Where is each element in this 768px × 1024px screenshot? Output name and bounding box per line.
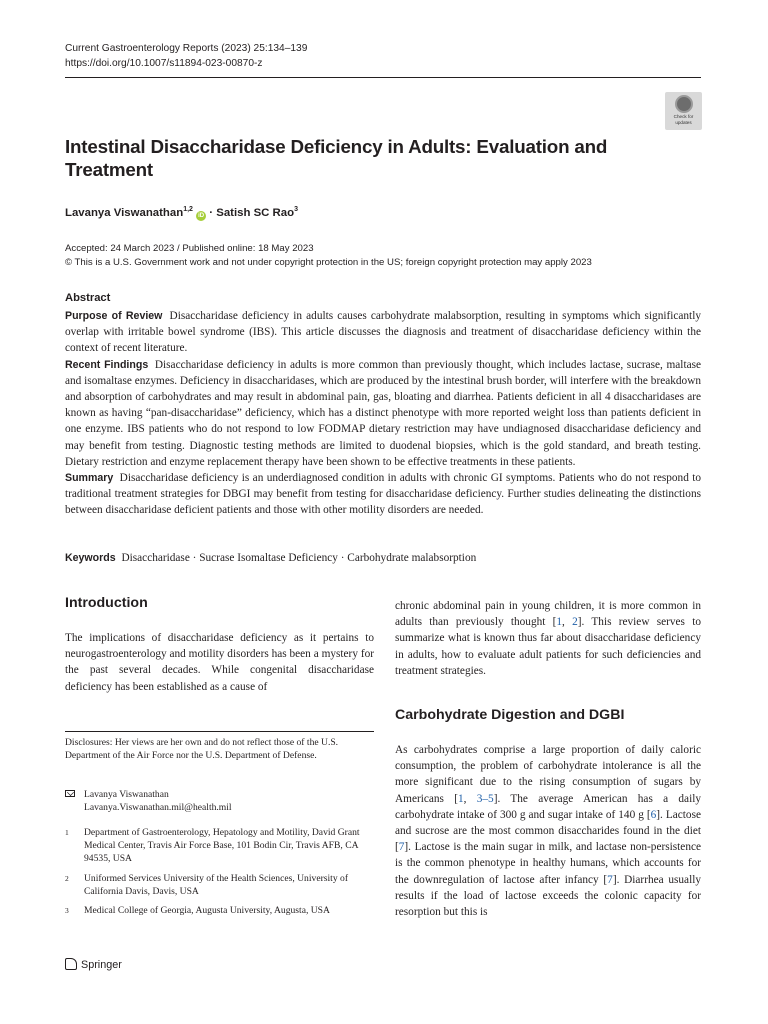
author-separator: · xyxy=(206,206,217,219)
body-paragraph xyxy=(395,742,701,920)
journal-header xyxy=(65,41,307,71)
affiliation-number: 1 xyxy=(65,828,69,837)
affiliation-text: Uniformed Services University of the Health Sciences, University of California Davis, Davis, USA xyxy=(84,873,349,898)
text-run: ]. Lactose and sucrose are the most common disaccharides found in the diet [ xyxy=(395,808,701,854)
abstract-purpose-text: Disaccharidase deficiency in adults causes carbohydrate malabsorption, resulting in symptoms which significantly overlap with irritable bowel syndrome (IBS). This article discusses the diagnosis and treatment of disaccharidase deficiency within the context of recent literature. xyxy=(65,310,701,355)
affiliation-item xyxy=(65,826,365,866)
footnote-rule xyxy=(65,731,374,732)
text-run: ]. Diarrhea usually results if the load of lactose exceeds the colonic capacity for resorption but this is xyxy=(395,873,701,919)
abstract-summary xyxy=(65,470,701,519)
affiliation-number: 3 xyxy=(65,906,69,915)
introduction-paragraph: The implications of disaccharidase deficiency as it pertains to neurogastroenterology and motility disorders has been a mystery for the past several decades. While congenital disaccharidase deficiency has been established as a cause of xyxy=(65,632,374,693)
springer-horse-icon xyxy=(65,958,77,970)
abstract-heading: Abstract xyxy=(65,292,111,304)
text-run: , xyxy=(463,792,477,805)
citation-link[interactable]: 6 xyxy=(650,808,657,821)
abstract-findings-text: Disaccharidase deficiency in adults is more common than previously thought, which includes lactase, sucrase, maltase and isomaltase enzymes. Deficiency in disaccharidases, which are produced by the intestinal brush border, will interfere with the breakdown and absorption of carbohydrates and may result in abdominal pain, gas, bloating and diarrhea. Patients deficient in all 4 disaccharidases are known as having “pan-disaccharidase” deficiency, which has a distinct phenotype with more reported weight loss than patients deficient in one enzyme. IBS patients who do not respond to low FODMAP dietary restriction may have undiagnosed disaccharidase deficiency and may benefit from testing. Diagnostic testing methods are limited to duodenal biopsies, which is the gold standard, and breath testing. Dietary restriction and enzyme replacement therapy have been shown to be effective treatments in these patients. xyxy=(65,358,702,468)
abstract-purpose-label: Purpose of Review xyxy=(65,310,163,322)
journal-citation: Current Gastroenterology Reports (2023) 25:134–139 xyxy=(65,43,308,54)
author-name[interactable]: Lavanya Viswanathan xyxy=(65,206,184,219)
section-heading: Carbohydrate Digestion and DGBI xyxy=(395,707,625,723)
abstract-summary-label: Summary xyxy=(65,472,114,485)
copyright-line: © This is a U.S. Government work and not under copyright protection in the US; foreign copyright protection may apply 2023 xyxy=(65,256,592,268)
abstract-findings-label: Recent Findings xyxy=(65,358,149,371)
text-run: , xyxy=(562,616,573,629)
text-run: ]. The average American has a daily carbohydrate intake of 300 g and sugar intake of 140 g [ xyxy=(395,792,701,821)
author-affiliation-sup: 1,2 xyxy=(183,206,193,213)
citation-link[interactable]: 1 xyxy=(556,616,563,629)
citation-link[interactable]: 3–5 xyxy=(476,792,494,805)
author-affiliation-sup: 3 xyxy=(294,206,298,213)
badge-label-1: Check for xyxy=(673,114,694,119)
affiliation-item xyxy=(65,904,365,917)
abstract-body xyxy=(65,308,701,519)
contact-name: Lavanya Viswanathan xyxy=(84,789,169,800)
corresponding-author xyxy=(65,788,365,814)
citation-link[interactable]: 1 xyxy=(457,792,464,805)
contact-email[interactable]: Lavanya.Viswanathan.mil@health.mil xyxy=(84,802,232,814)
affiliation-text: Medical College of Georgia, Augusta University, Augusta, USA xyxy=(84,905,330,916)
check-for-updates-icon xyxy=(675,95,693,113)
affiliation-number: 2 xyxy=(65,874,69,883)
body-paragraph xyxy=(395,598,701,679)
keywords-text: Disaccharidase · Sucrase Isomaltase Deficiency · Carbohydrate malabsorption xyxy=(121,552,477,564)
envelope-icon xyxy=(65,790,75,797)
keywords-label: Keywords xyxy=(65,552,116,564)
text-run: ]. This review serves to summarize what is known thus far about disaccharidase deficiency in adults, how to evaluate adult patients for such deficiencies and treatment strategies. xyxy=(395,616,701,677)
publisher-logo xyxy=(65,958,122,973)
citation-link[interactable]: 7 xyxy=(607,873,613,886)
author-name[interactable]: Satish SC Rao xyxy=(216,206,295,219)
text-run: As carbohydrates comprise a large proportion of daily caloric consumption, the problem of carbohydrate intolerance is all the more significant due to the rising consumption of sugars by Americans [ xyxy=(395,744,701,805)
text-run: chronic abdominal pain in young children, it is more common in adults than previously thought [ xyxy=(395,600,701,629)
publisher-name: Springer xyxy=(81,959,122,971)
article-title: Intestinal Disaccharidase Deficiency in Adults: Evaluation and Treatment xyxy=(65,136,608,180)
introduction-heading: Introduction xyxy=(65,595,148,611)
citation-link[interactable]: 2 xyxy=(572,616,578,629)
header-rule xyxy=(65,77,701,78)
dates-line: Accepted: 24 March 2023 / Published online: 18 May 2023 xyxy=(65,243,314,254)
orcid-icon[interactable]: iD xyxy=(198,212,205,219)
citation-link[interactable]: 7 xyxy=(398,841,405,854)
doi-link[interactable]: https://doi.org/10.1007/s11894-023-00870-z xyxy=(65,58,263,69)
abstract-findings xyxy=(65,357,701,470)
check-for-updates-badge[interactable] xyxy=(665,92,702,130)
text-run: ]. Lactose is the main sugar in milk, and lactase non-persistence is the common phenotype in healthy humans, which accounts for the downregulation of lactose after infancy [ xyxy=(395,841,701,886)
disclosures-note: Disclosures: Her views are her own and do not reflect those of the U.S. Department of the Air Force nor the U.S. Department of Defense. xyxy=(65,737,339,762)
author-list xyxy=(65,202,298,221)
affiliation-text: Department of Gastroenterology, Hepatology and Motility, David Grant Medical Center, Travis Air Force Base, 101 Bodin Cir, Travis AFB, CA 94535, USA xyxy=(84,827,360,865)
abstract-purpose xyxy=(65,308,701,357)
publication-dates xyxy=(65,242,592,269)
badge-label-2: updates xyxy=(675,120,692,125)
abstract-summary-text: Disaccharidase deficiency is an underdiagnosed condition in adults with chronic GI symptoms. Patients who do not respond to traditional treatment strategies for DBGI may benefit from testing for disaccharidase deficiency. Further studies delineating the distinctions between disaccharidase deficient patients and those with other motility disorders are needed. xyxy=(65,472,701,517)
affiliation-item xyxy=(65,872,365,898)
keywords xyxy=(65,550,476,566)
